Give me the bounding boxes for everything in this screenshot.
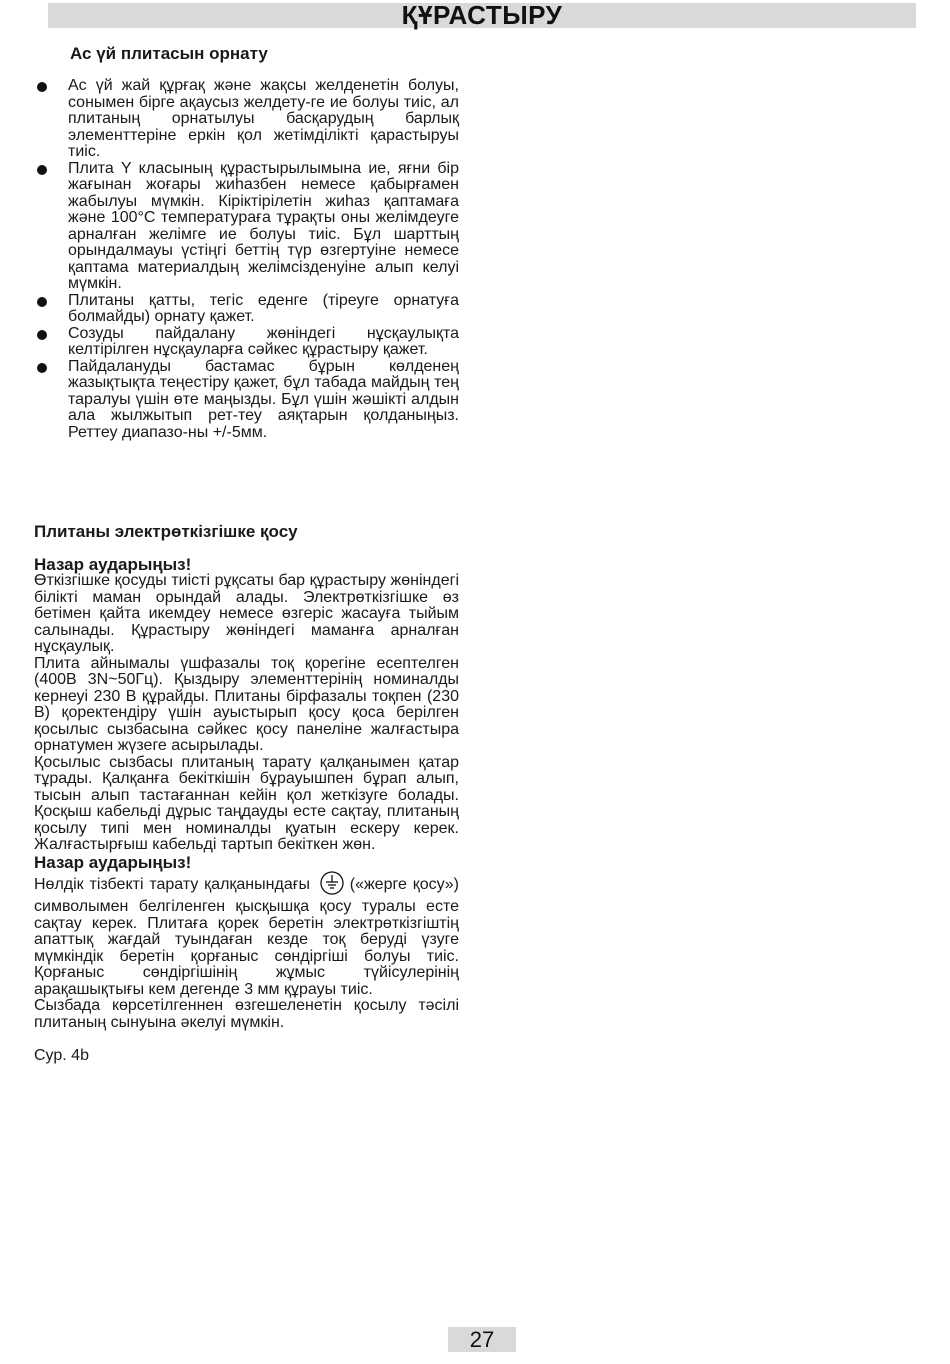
paragraph: Қосылыс сызбасы плитаның тарату қалқанымен қатар тұрады. Қалқанға бекіткішін бұрауышпен бұрап алып, тысын алып тастағаннан кейін қол жеткізуге болады. Қосқыш кабельді дұрыс таңдауды есте сақтау, плитаның қосылу типі мен номиналды қуатын ескеру керек. Жалғастырғыш кабельді тартып бекіткен жөн. (34, 753, 459, 853)
figure-reference: Сур. 4b (34, 1047, 89, 1064)
list-item: Созуды пайдалану жөніндегі нұсқаулықта келтірілген нұсқауларға сәйкес құрастыру қажет. (34, 326, 459, 359)
section-installation-title: Ас үй плитасын орнату (70, 44, 268, 63)
list-item: Ас үй жай құрғақ және жақсы желденетін болуы, сонымен бірге ақаусыз желдету-ге ие болуы тиіс, ал плитаның орнатылуы басқарудың барлық элементтеріне еркін қол жетімділікті қарастыруы тиіс. (34, 78, 459, 161)
bullet-icon (37, 297, 47, 307)
section-electrical-title: Плитаны электрөткізгішке қосу (34, 522, 298, 541)
list-item: Плитаны қатты, тегіс еденге (тіреуге орнатуға болмайды) орнату қажет. (34, 293, 459, 326)
bullet-icon (37, 330, 47, 340)
list-item: Пайдалануды бастамас бұрын көлденең жазықтықта теңестіру қажет, бұл табада майдың тең таралуы үшін өте маңызды. Бұл үшін жәшікті алдын ала жылжытып рет-теу аяқтарын қолданыңыз. Реттеу диапазо-ны +/-5мм. (34, 359, 459, 442)
list-item: Плита Y класының құрастырылымына ие, яғни бір жағынан жоғары жиһазбен немесе қабырғамен жабылуы мүмкін. Кіріктірілетін жиһаз қаптамаға және 100°С температураға тұрақты оны желімдеуге арналған желімге ие болуы тиіс. Бұл шарттың орындалмауы үстіңгі беттің түр өзгертуіне немесе қаптама материалдың желімсізденуіне алып келуі мүмкін. (34, 161, 459, 293)
header-bar (48, 0, 916, 30)
warning-heading: Назар аударыңыз! (34, 852, 192, 872)
bullet-icon (37, 82, 47, 92)
warning-heading: Назар аударыңыз! (34, 555, 192, 574)
page-title: ҚҰРАСТЫРУ (401, 0, 563, 30)
paragraph: Сызбада көрсетілгеннен өзгешеленетін қосылу тәсілі плитаның сынуына әкелуі мүмкін. (34, 997, 459, 1031)
bullet-icon (37, 165, 47, 175)
bullet-icon (37, 363, 47, 373)
ground-symbol-icon (320, 871, 344, 900)
paragraph: Плита айнымалы үшфазалы тоқ қорегіне есептелген (400В 3N~50Гц). Қыздыру элементтерінің номиналды кернеуі 230 В құрайды. Плитаны бірфазалы тоқпен (230 В) қоректендіру үшін ауыстырып қосу қоса берілген қосылыс сызбасына сәйкес қосу панеліне жалғастыра орнатумен жүзеге асырылады. (34, 654, 459, 754)
section-installation (34, 44, 459, 441)
installation-bullet-list (34, 78, 459, 441)
section-electrical-connection (34, 522, 459, 1065)
page-number: 27 (448, 1327, 516, 1352)
paragraph: Өткізгішке қосуды тиісті рұқсаты бар құрастыру жөніндегі білікті маман орындай алады. Электрөткізгішке өз бетімен қайта икемдеу немесе өзгеріс жасауға тыйым салынады. Құрастыру жөніндегі маманға арналған нұсқаулық. (34, 572, 459, 655)
ground-paragraph: Нөлдік тізбекті тарату қалқанындағы («жерге қосу») символымен белгіленген қысқышқа қосу туралы есте сақтау керек. Плитаға қорек беретін электрөткізгіштің апаттық жағдай туындаған кезде тоқ беруді үзуге мүмкіндік беретін қорғаныс сөндіргіші болуы тиіс. Қорғаныс сөндіргішінің жұмыс түйісулерінің арақашықтығы кем дегенде 3 мм құрауы тиіс. (34, 871, 459, 999)
